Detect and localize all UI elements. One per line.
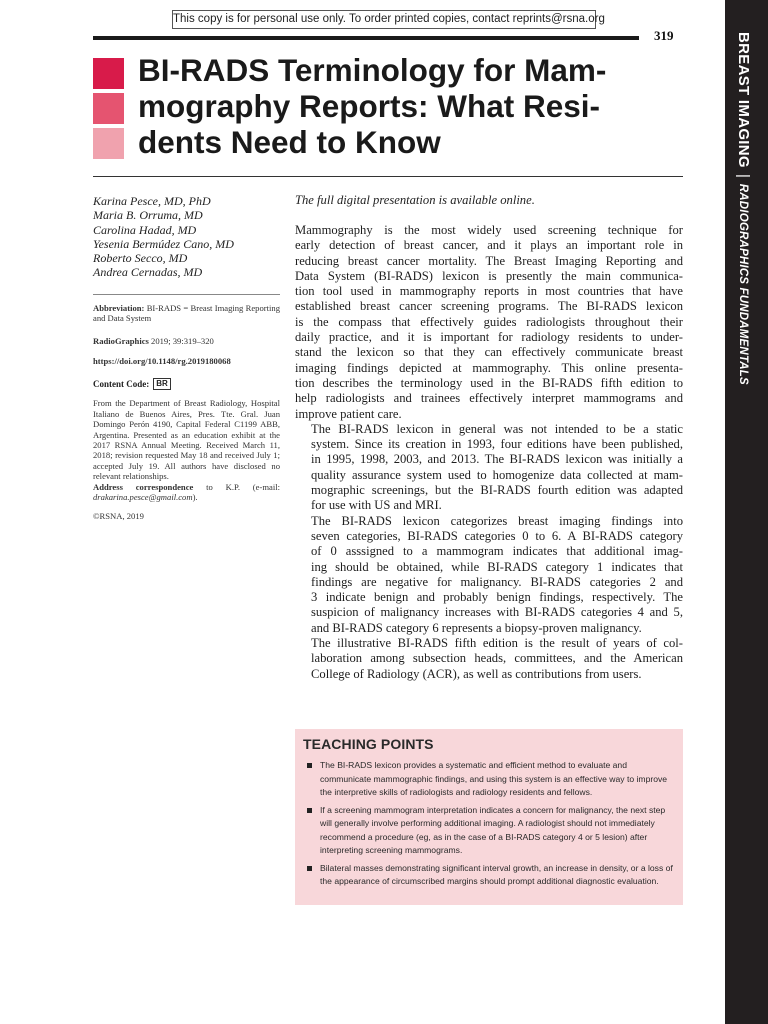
content-code-label: Content Code: bbox=[93, 379, 150, 390]
sidebar-label bbox=[734, 32, 752, 385]
journal-name: RadioGraphics bbox=[93, 335, 149, 346]
body-line: Mammography is the most widely used screening technique for bbox=[295, 223, 683, 237]
bullet-icon bbox=[307, 808, 312, 813]
body-line: established breast cancer screening programs. The BI-RADS lexicon bbox=[295, 299, 683, 314]
author: Andrea Cernadas, MD bbox=[93, 265, 203, 280]
author: Maria B. Orruma, MD bbox=[93, 208, 203, 223]
body-line: The illustrative BI-RADS fifth edition is the result of years of col- bbox=[311, 636, 683, 651]
body-line: 3 indicate benign and probably benign findings, respectively. The bbox=[311, 590, 683, 605]
title-line: dents Need to Know bbox=[138, 124, 441, 160]
doi-link[interactable]: https://doi.org/10.1148/rg.2019180068 bbox=[93, 356, 231, 366]
title-line: BI-RADS Terminology for Mam- bbox=[138, 52, 607, 88]
body-line: stand the lexicon so that they can effectively communicate breast bbox=[295, 345, 683, 360]
body-line: of 0 asssigned to a mammogram indicates that additional imag- bbox=[311, 544, 683, 559]
teaching-point bbox=[307, 759, 677, 800]
content-code-badge: BR bbox=[153, 378, 171, 390]
correspondence-text: to K.P. (e-mail: bbox=[193, 481, 280, 492]
article-title bbox=[138, 52, 638, 160]
abbreviation-text: BI-RADS = Breast Imaging Reporting and Data System bbox=[93, 302, 280, 324]
body-line: tion describes the terminology used in the BI-RADS fifth edition to bbox=[295, 375, 683, 390]
body-line: laboration among subsection heads, committees, and the American bbox=[311, 651, 683, 666]
teaching-point bbox=[307, 804, 677, 858]
accent-square-dark bbox=[93, 58, 124, 89]
teaching-point-text: The BI-RADS lexicon provides a systematic and efficient method to evaluate and communicate mammographic findings, and using this system is an effective way to improve the interpretive skills of radiologists and radiology residents and fellows. bbox=[320, 760, 668, 797]
article-body bbox=[295, 193, 683, 682]
body-line: quality assurance system used to homogenize data collected at mam- bbox=[311, 467, 683, 482]
body-line: ing should be obtained, while BI-RADS category 1 indicates that bbox=[311, 559, 683, 574]
teaching-point-text: If a screening mammogram interpretation indicates a concern for malignancy, the next step will generally involve performing additional imaging. A radiologist should not immediately recommend a procedure (eg, as in the case of a BI-RADS category 4 or 5 lesion) after interpreting screening mammograms. bbox=[320, 804, 666, 855]
bullet-icon bbox=[307, 763, 312, 768]
correspondence-email[interactable]: drakarina.pesce@gmail.com bbox=[93, 492, 193, 503]
teaching-point-text: Bilateral masses demonstrating significant interval growth, an increase in density, or a loss of the appearance of circumscribed margins should prompt additional diagnostic evaluation. bbox=[320, 862, 673, 886]
body-line: is the compass that effectively guides radiologists throughout their bbox=[295, 314, 683, 329]
correspondence-note bbox=[93, 482, 280, 503]
body-line: The BI-RADS lexicon categorizes breast imaging findings into bbox=[311, 513, 683, 528]
accent-square-light bbox=[93, 128, 124, 159]
body-line: early detection of breast cancer, and it plays an important role in bbox=[295, 238, 683, 253]
info-rule bbox=[93, 294, 280, 295]
article-info-column bbox=[93, 194, 280, 522]
copyright: ©RSNA, 2019 bbox=[93, 511, 144, 522]
header-rule bbox=[93, 36, 639, 40]
content-code bbox=[93, 378, 280, 390]
author: Karina Pesce, MD, PhD bbox=[93, 194, 211, 208]
teaching-points-heading: TEACHING POINTS bbox=[303, 736, 434, 752]
body-line: The BI-RADS lexicon in general was not intended to be a static bbox=[311, 421, 683, 436]
author: Yesenia Bermúdez Cano, MD bbox=[93, 236, 234, 251]
body-line: suspicion of malignancy increases with BI-RADS categories 4 and 5, bbox=[311, 605, 683, 620]
accent-square-medium bbox=[93, 93, 124, 124]
affiliation-note bbox=[93, 398, 280, 502]
teaching-points-box bbox=[295, 729, 683, 905]
body-line: imaging findings depicted at mammography. This online presenta- bbox=[295, 360, 683, 375]
body-line: improve patient care. bbox=[295, 406, 402, 421]
journal-citation bbox=[93, 336, 280, 346]
abbreviation-label: Abbreviation: bbox=[93, 302, 145, 313]
journal-volume: 2019; 39:319–320 bbox=[148, 335, 214, 346]
page-number: 319 bbox=[654, 28, 674, 43]
reprint-notice: This copy is for personal use only. To order printed copies, contact reprints@rsna.org bbox=[172, 10, 596, 29]
author: Carolina Hadad, MD bbox=[93, 222, 197, 237]
body-line: College of Radiology (ACR), as well as contributions from users. bbox=[311, 666, 642, 681]
body-line: in 1995, 1998, 2003, and 2013. The BI-RADS lexicon was initially a bbox=[311, 452, 683, 467]
sidebar-separator: | bbox=[735, 173, 752, 178]
sidebar-section: BREAST IMAGING bbox=[735, 32, 752, 168]
teaching-points-list bbox=[307, 759, 677, 893]
title-rule bbox=[93, 176, 683, 177]
title-line: mography Reports: What Resi- bbox=[138, 88, 601, 124]
author: Roberto Secco, MD bbox=[93, 251, 188, 266]
body-line: tion tool used in mammography reports in most countries that have bbox=[295, 284, 683, 299]
correspondence-end: ). bbox=[192, 492, 198, 503]
body-paragraph bbox=[295, 422, 683, 514]
body-line: and BI-RADS category 6 represents a biopsy-proven malignancy. bbox=[311, 620, 642, 635]
body-line: reducing breast cancer mortality. The Breast Imaging Reporting and bbox=[295, 253, 683, 268]
body-paragraph bbox=[295, 636, 683, 682]
body-line: Data System (BI-RADS) lexicon is presently the main communica- bbox=[295, 268, 683, 283]
body-line: mographic screenings, but the BI-RADS fourth edition was adapted bbox=[311, 483, 683, 498]
sidebar-subsection: RADIOGRAPHICS FUNDAMENTALS bbox=[737, 183, 749, 385]
correspondence-label: Address correspondence bbox=[93, 481, 194, 492]
body-paragraph bbox=[295, 223, 683, 422]
author-list bbox=[93, 194, 280, 280]
body-line: daily practice, and it is important for radiology residents to under- bbox=[295, 330, 683, 345]
teaching-point bbox=[307, 862, 677, 889]
body-line: seven categories, BI-RADS categories 0 to 6. A BI-RADS category bbox=[311, 528, 683, 543]
body-line: help radiologists and trainees effectively interpret mammograms and bbox=[295, 391, 683, 406]
affiliation-text: From the Department of Breast Radiology, Hospital Italiano de Buenos Aires, Pres. Tte. Gral. Juan Domingo Perón 4190, Capital Federal C1199 ABB, Argentina. Presented as an education exhibit at the 2017 RSNA Annual Meeting. Received March 11, 2018; revision requested May 18 and received July 1; accepted July 19. All authors have disclosed no relevant relationships. bbox=[93, 398, 280, 482]
body-line: findings are negative for malignancy. BI-RADS categories 2 and bbox=[311, 574, 683, 589]
abbreviation-note bbox=[93, 303, 280, 324]
body-line: system. Since its creation in 1993, four editions have been published, bbox=[311, 437, 683, 452]
body-paragraph bbox=[295, 514, 683, 636]
online-note: The full digital presentation is available online. bbox=[295, 193, 535, 207]
bullet-icon bbox=[307, 866, 312, 871]
body-line: for use with US and MRI. bbox=[311, 498, 442, 513]
